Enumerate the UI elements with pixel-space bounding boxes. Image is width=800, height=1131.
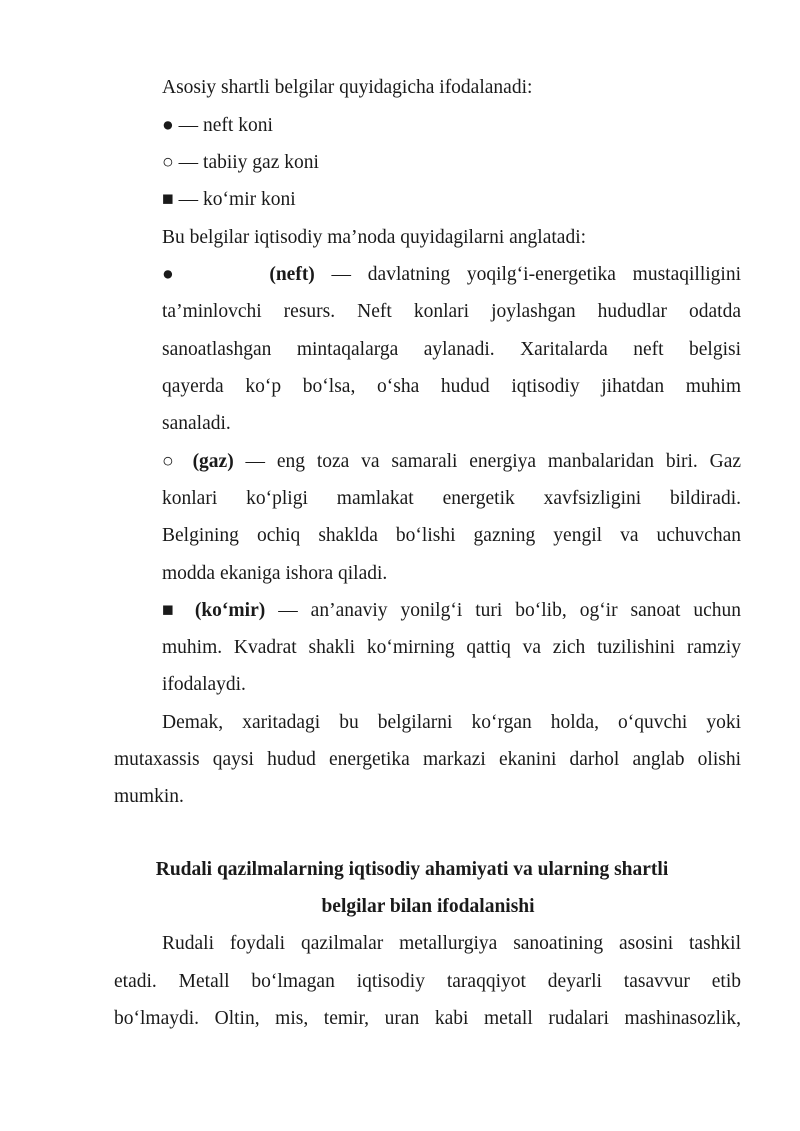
legend-coal: ■ — ko‘mir koni: [162, 189, 296, 210]
gas-paragraph-line: konlari ko‘pligi mamlakat energetik xavfsizligini bildiradi.: [162, 488, 741, 509]
coal-paragraph-line: [162, 599, 741, 623]
oil-paragraph-line: ta’minlovchi resurs. Neft konlari joylashgan hududlar odatda: [162, 301, 741, 322]
conclusion-line: mumkin.: [114, 786, 184, 807]
coal-symbol: ■: [162, 600, 182, 621]
legend-oil: ● — neft koni: [162, 115, 273, 136]
gas-symbol: ○: [162, 451, 181, 472]
legend-gas: ○ — tabiiy gaz koni: [162, 152, 319, 173]
oil-term: (neft): [269, 264, 315, 285]
section-heading-line2: belgilar bilan ifodalanishi: [321, 896, 535, 917]
oil-paragraph-line: [162, 263, 741, 287]
meaning-intro-line: Bu belgilar iqtisodiy ma’noda quyidagilarni anglatadi:: [162, 227, 587, 248]
gas-paragraph-line: [162, 450, 741, 474]
gas-text: — eng toza va samarali energiya manbalaridan biri. Gaz: [233, 451, 741, 472]
oil-paragraph-line: sanoatlashgan mintaqalarga aylanadi. Xaritalarda neft belgisi: [162, 339, 741, 360]
oil-symbol: ●: [162, 264, 186, 285]
conclusion-line: Demak, xaritadagi bu belgilarni ko‘rgan holda, o‘quvchi yoki: [162, 712, 741, 733]
ore-paragraph-line: Rudali foydali qazilmalar metallurgiya sanoatining asosini tashkil: [162, 933, 741, 954]
ore-paragraph-line: bo‘lmaydi. Oltin, mis, temir, uran kabi metall rudalari mashinasozlik,: [114, 1008, 741, 1029]
gas-paragraph-line: Belgining ochiq shaklda bo‘lishi gazning yengil va uchuvchan: [162, 525, 741, 546]
gas-paragraph-line: modda ekaniga ishora qiladi.: [162, 563, 388, 584]
intro-line: Asosiy shartli belgilar quyidagicha ifodalanadi:: [162, 77, 533, 98]
oil-text: — davlatning yoqilg‘i-energetika mustaqilligini: [314, 264, 741, 285]
coal-paragraph-line: ifodalaydi.: [162, 674, 246, 695]
coal-paragraph-line: muhim. Kvadrat shakli ko‘mirning qattiq va zich tuzilishini ramziy: [162, 637, 741, 658]
gas-term: (gaz): [192, 451, 234, 472]
conclusion-line: mutaxassis qaysi hudud energetika markazi ekanini darhol anglab olishi: [114, 749, 741, 770]
oil-paragraph-line: sanaladi.: [162, 413, 231, 434]
oil-paragraph-line: qayerda ko‘p bo‘lsa, o‘sha hudud iqtisodiy jihatdan muhim: [162, 376, 741, 397]
coal-text: — an’anaviy yonilg‘i turi bo‘lib, og‘ir sanoat uchun: [265, 600, 741, 621]
ore-paragraph-line: etadi. Metall bo‘lmagan iqtisodiy taraqqiyot deyarli tasavvur etib: [114, 971, 741, 992]
section-heading: Rudali qazilmalarning iqtisodiy ahamiyati va ularning shartli: [155, 859, 669, 880]
coal-term: (ko‘mir): [194, 600, 266, 621]
